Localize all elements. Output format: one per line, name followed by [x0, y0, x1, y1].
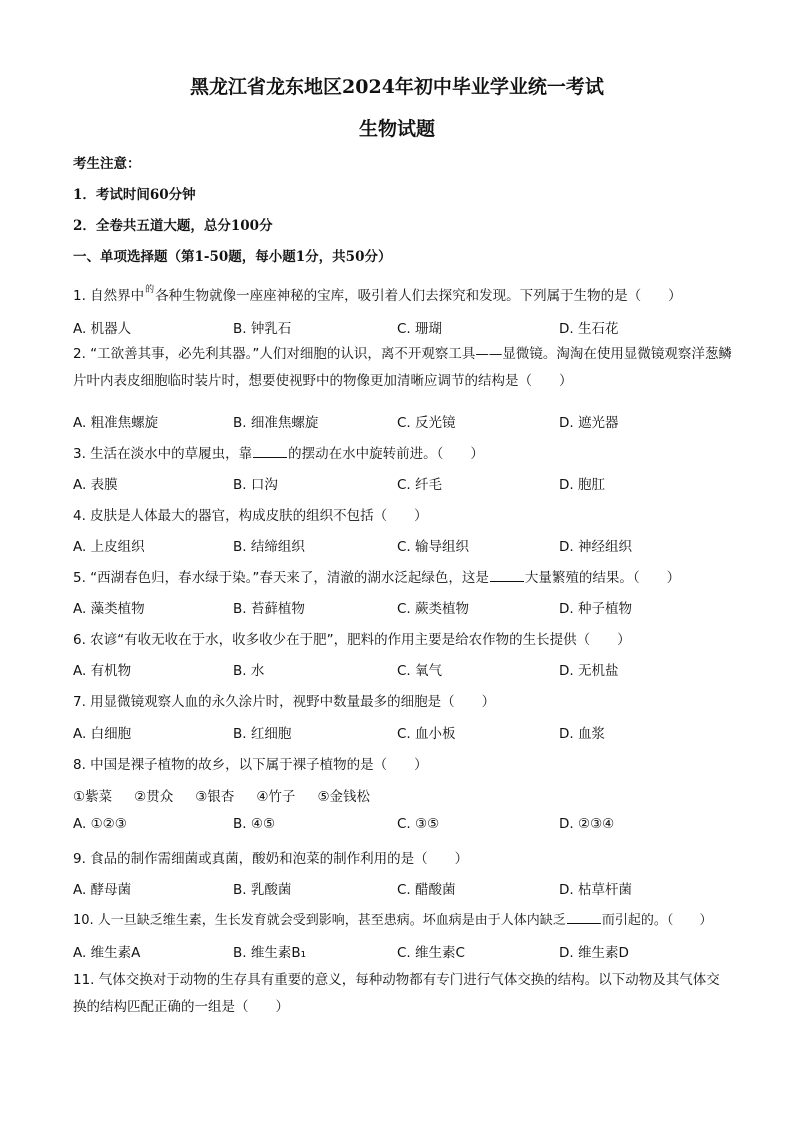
question-stem: 10. 人一旦缺乏维生素，生长发育就会受到影响，甚至患病。坏血病是由于人体内缺乏 [73, 913, 566, 928]
option-b: B. 乳酸菌 [233, 882, 292, 898]
option-c: C. 反光镜 [397, 415, 456, 431]
option-b: B. 红细胞 [233, 726, 292, 742]
option-a: A. 表膜 [73, 477, 118, 493]
options-q4 [73, 535, 753, 553]
option-d: D. 无机盐 [559, 663, 619, 679]
options-q3 [73, 473, 753, 491]
item-3: ③银杏 [195, 789, 235, 805]
answer-blank [490, 569, 524, 582]
options-q7 [73, 722, 753, 740]
option-d: D. 种子植物 [559, 601, 632, 617]
options-q9 [73, 878, 753, 896]
option-a: A. ①②③ [73, 816, 127, 832]
option-a: A. 上皮组织 [73, 539, 145, 555]
option-d: D. ②③④ [559, 816, 615, 832]
exam-title: 黑龙江省龙东地区2024年初中毕业学业统一考试 [190, 76, 604, 98]
notice-heading: 考生注意： [73, 156, 141, 172]
question-8-items [73, 785, 392, 805]
option-a: A. 有机物 [73, 663, 132, 679]
option-c: C. 醋酸菌 [397, 882, 456, 898]
notice-item-1: 1．考试时间60分钟 [73, 187, 196, 203]
item-4: ④竹子 [256, 789, 296, 805]
option-a: A. 酵母菌 [73, 882, 132, 898]
option-b: B. 钟乳石 [233, 321, 292, 337]
question-7: 7. 用显微镜观察人血的永久涂片时，视野中数量最多的细胞是（ ） [73, 694, 496, 710]
option-c: C. ③⑤ [397, 816, 440, 832]
option-c: C. 纤毛 [397, 477, 443, 493]
option-b: B. 维生素B₁ [233, 945, 307, 961]
option-d: D. 枯草杆菌 [559, 882, 632, 898]
question-6: 6. 农谚“有收无收在于水，收多收少在于肥”，肥料的作用主要是给农作物的生长提供（ ） [73, 632, 631, 648]
option-b: B. ④⑤ [233, 816, 276, 832]
option-c: C. 氧气 [397, 663, 443, 679]
option-b: B. 结缔组织 [233, 539, 305, 555]
question-11: 11. 气体交换对于动物的生存具有重要的意义，每种动物都有专门进行气体交换的结构。以下动物及其气体交换的结构匹配正确的一组是（ ） [73, 972, 720, 1015]
option-b: B. 细准焦螺旋 [233, 415, 319, 431]
option-b: B. 苔藓植物 [233, 601, 305, 617]
option-c: C. 蕨类植物 [397, 601, 470, 617]
option-c: C. 维生素C [397, 945, 465, 961]
exam-subtitle: 生物试题 [358, 118, 435, 140]
options-q8 [73, 816, 753, 834]
option-a: A. 粗准焦螺旋 [73, 415, 159, 431]
question-9: 9. 食品的制作需细菌或真菌，酸奶和泡菜的制作利用的是（ ） [73, 851, 469, 867]
option-a: A. 机器人 [73, 321, 132, 337]
option-b: B. 口沟 [233, 477, 278, 493]
question-stem: 各种生物就像一座座神秘的宝库，吸引着人们去探究和发现。下列属于生物的是（ ） [155, 288, 682, 304]
section-heading: 一、单项选择题（第1-50题，每小题1分，共50分） [73, 249, 392, 265]
option-b: B. 水 [233, 663, 265, 679]
answer-blank [567, 911, 601, 924]
options-q10 [73, 941, 753, 959]
option-d: D. 血浆 [559, 726, 605, 742]
option-d: D. 维生素D [559, 945, 629, 961]
question-5 [73, 566, 680, 586]
option-d: D. 生石花 [559, 321, 619, 337]
question-4: 4. 皮肤是人体最大的器官，构成皮肤的组织不包括（ ） [73, 508, 428, 524]
question-10 [73, 909, 712, 928]
question-stem: 而引起的。（ ） [601, 913, 713, 928]
question-1 [73, 284, 682, 304]
option-c: C. 珊瑚 [397, 321, 443, 337]
option-a: A. 维生素A [73, 945, 141, 961]
option-c: C. 血小板 [397, 726, 456, 742]
question-3 [73, 442, 484, 462]
item-5: ⑤金钱松 [317, 789, 371, 805]
item-1: ①紫菜 [73, 789, 113, 805]
item-2: ②贯众 [134, 789, 174, 805]
option-d: D. 胞肛 [559, 477, 605, 493]
question-2: 2. “工欲善其事，必先利其器。”人们对细胞的认识，离不开观察工具——显微镜。淘淘在使用显微镜观察洋葱鳞片叶内表皮细胞临时装片时，想要使视野中的物像更加清晰应调节的结构是（ ） [73, 346, 732, 389]
option-c: C. 输导组织 [397, 539, 470, 555]
option-a: A. 白细胞 [73, 726, 132, 742]
question-stem: 的摆动在水中旋转前进。（ ） [288, 446, 484, 462]
options-q1 [73, 317, 753, 335]
option-a: A. 藻类植物 [73, 601, 145, 617]
option-d: D. 遮光器 [559, 415, 619, 431]
options-q6 [73, 659, 753, 677]
question-stem: 大量繁殖的结果。（ ） [524, 570, 681, 586]
question-stem: 1. 自然界中 [73, 288, 145, 304]
notice-item-2: 2．全卷共五道大题，总分100分 [73, 218, 273, 234]
answer-blank [253, 445, 287, 458]
option-d: D. 神经组织 [559, 539, 632, 555]
options-q2 [73, 411, 753, 429]
stem-superscript: 的 [145, 285, 155, 295]
question-8: 8. 中国是裸子植物的故乡，以下属于裸子植物的是（ ） [73, 757, 428, 773]
options-q5 [73, 597, 753, 615]
question-stem: 5. “西湖春色归，春水绿于染。”春天来了，清澈的湖水泛起绿色，这是 [73, 570, 489, 586]
question-stem: 3. 生活在淡水中的草履虫，靠 [73, 446, 253, 462]
